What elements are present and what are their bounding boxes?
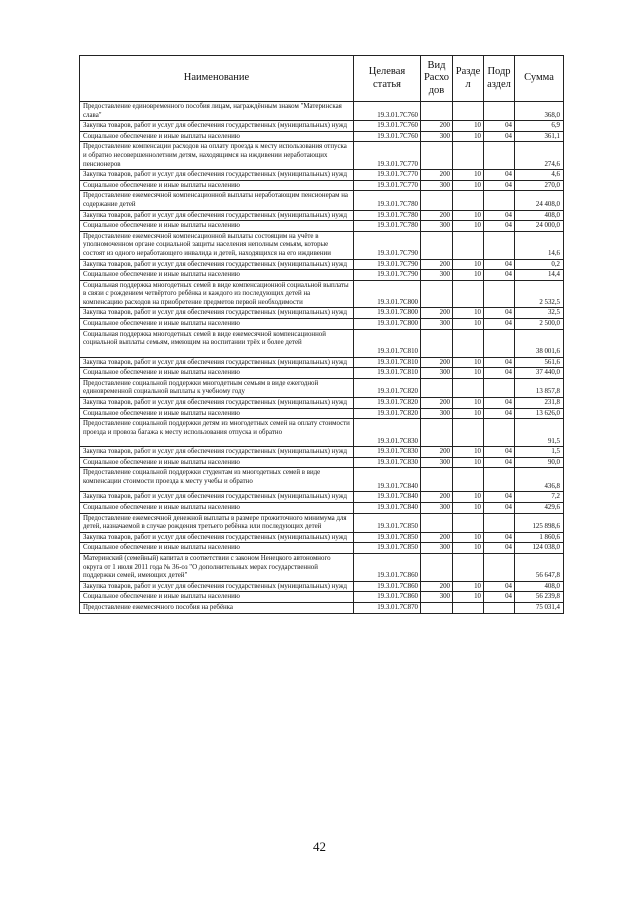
cell-name: Предоставление единовременного пособия лицам, награждённым знаком "Материнская слава" [80,102,354,121]
cell-expense-kind: 200 [421,447,453,458]
cell-target-article: 19.3.01.7С860 [354,581,421,592]
cell-expense-kind: 200 [421,121,453,132]
cell-section [453,191,484,210]
cell-expense-kind: 300 [421,408,453,419]
cell-section [453,419,484,447]
cell-sum: 32,5 [515,308,564,319]
cell-expense-kind: 200 [421,210,453,221]
table-row [80,419,564,447]
cell-subsection [484,329,515,357]
cell-expense-kind: 200 [421,170,453,181]
cell-name: Закупка товаров, работ и услуг для обеспечения государственных (муниципальных) нужд [80,121,354,132]
cell-expense-kind: 200 [421,581,453,592]
cell-section: 10 [453,180,484,191]
cell-expense-kind: 300 [421,180,453,191]
cell-subsection: 04 [484,581,515,592]
cell-subsection: 04 [484,308,515,319]
table-row [80,581,564,592]
cell-section [453,468,484,492]
cell-sum: 125 898,6 [515,513,564,532]
cell-subsection [484,553,515,581]
cell-section [453,378,484,397]
cell-target-article: 19.3.01.7С800 [354,308,421,319]
cell-expense-kind: 300 [421,457,453,468]
cell-subsection: 04 [484,503,515,514]
cell-target-article: 19.3.01.7С840 [354,503,421,514]
cell-expense-kind [421,142,453,170]
cell-name: Закупка товаров, работ и услуг для обеспечения государственных (муниципальных) нужд [80,398,354,409]
cell-expense-kind [421,280,453,308]
cell-expense-kind: 300 [421,131,453,142]
cell-name: Социальное обеспечение и иные выплаты населению [80,270,354,281]
cell-name: Предоставление компенсации расходов на оплату проезда к месту использования отпуска и обратно несовершеннолетним детям, находящимся на иждивении неработающих пенсионеров [80,142,354,170]
cell-subsection: 04 [484,543,515,554]
cell-sum: 6,9 [515,121,564,132]
cell-subsection: 04 [484,492,515,503]
cell-target-article: 19.3.01.7С830 [354,447,421,458]
cell-expense-kind [421,191,453,210]
cell-expense-kind: 200 [421,308,453,319]
table-row [80,131,564,142]
table-row [80,308,564,319]
cell-subsection: 04 [484,357,515,368]
table-row [80,191,564,210]
cell-name: Социальное обеспечение и иные выплаты населению [80,543,354,554]
table-row [80,457,564,468]
table-row [80,270,564,281]
cell-subsection: 04 [484,270,515,281]
cell-sum: 56 647,8 [515,553,564,581]
cell-sum: 0,2 [515,259,564,270]
cell-sum: 408,0 [515,581,564,592]
cell-expense-kind: 200 [421,532,453,543]
cell-subsection [484,280,515,308]
cell-sum: 270,0 [515,180,564,191]
cell-sum: 38 001,6 [515,329,564,357]
cell-section: 10 [453,368,484,379]
table-row [80,592,564,603]
cell-subsection: 04 [484,170,515,181]
cell-section [453,602,484,613]
cell-target-article: 19.3.01.7С850 [354,532,421,543]
cell-expense-kind: 300 [421,592,453,603]
cell-subsection [484,191,515,210]
cell-name: Предоставление социальной поддержки многодетным семьям в виде ежегодной единовременной социальной выплаты к учебному году [80,378,354,397]
cell-sum: 91,5 [515,419,564,447]
table-row [80,329,564,357]
cell-sum: 13 857,8 [515,378,564,397]
cell-expense-kind: 300 [421,319,453,330]
cell-name: Закупка товаров, работ и услуг для обеспечения государственных (муниципальных) нужд [80,532,354,543]
cell-name: Закупка товаров, работ и услуг для обеспечения государственных (муниципальных) нужд [80,308,354,319]
cell-section: 10 [453,357,484,368]
cell-section [453,231,484,259]
cell-sum: 2 532,5 [515,280,564,308]
cell-sum: 75 031,4 [515,602,564,613]
table-row [80,280,564,308]
cell-sum: 124 038,0 [515,543,564,554]
table-row [80,378,564,397]
cell-subsection [484,231,515,259]
cell-target-article: 19.3.01.7С850 [354,513,421,532]
cell-sum: 14,6 [515,231,564,259]
cell-subsection: 04 [484,457,515,468]
cell-subsection [484,102,515,121]
cell-name: Социальное обеспечение и иные выплаты населению [80,319,354,330]
table-row [80,532,564,543]
cell-section: 10 [453,121,484,132]
cell-target-article: 19.3.01.7С800 [354,280,421,308]
cell-expense-kind: 200 [421,492,453,503]
cell-target-article: 19.3.01.7С760 [354,131,421,142]
cell-name: Предоставление ежемесячной компенсационной выплаты неработающим пенсионерам на содержание детей [80,191,354,210]
cell-name: Закупка товаров, работ и услуг для обеспечения государственных (муниципальных) нужд [80,581,354,592]
cell-subsection: 04 [484,592,515,603]
cell-subsection: 04 [484,447,515,458]
cell-section: 10 [453,581,484,592]
cell-target-article: 19.3.01.7С820 [354,378,421,397]
table-row [80,492,564,503]
cell-subsection: 04 [484,532,515,543]
cell-target-article: 19.3.01.7С860 [354,592,421,603]
cell-target-article: 19.3.01.7С780 [354,221,421,232]
cell-subsection [484,419,515,447]
cell-target-article: 19.3.01.7С830 [354,419,421,447]
table-row [80,170,564,181]
table-row [80,468,564,492]
table-row [80,259,564,270]
cell-section [453,513,484,532]
cell-target-article: 19.3.01.7С790 [354,231,421,259]
cell-target-article: 19.3.01.7С810 [354,357,421,368]
cell-section: 10 [453,532,484,543]
cell-expense-kind: 200 [421,357,453,368]
cell-name: Предоставление социальной поддержки студентам из многодетных семей в виде компенсации стоимости проезда к месту учебы и обратно [80,468,354,492]
cell-target-article: 19.3.01.7С820 [354,408,421,419]
cell-target-article: 19.3.01.7С770 [354,142,421,170]
cell-name: Закупка товаров, работ и услуг для обеспечения государственных (муниципальных) нужд [80,357,354,368]
cell-target-article: 19.3.01.7С850 [354,543,421,554]
cell-target-article: 19.3.01.7С840 [354,468,421,492]
cell-target-article: 19.3.01.7С790 [354,259,421,270]
cell-name: Социальное обеспечение и иные выплаты населению [80,457,354,468]
cell-subsection: 04 [484,210,515,221]
header-subsection: Подр аздел [484,56,515,102]
cell-section: 10 [453,543,484,554]
cell-name: Социальное обеспечение и иные выплаты населению [80,408,354,419]
cell-sum: 429,6 [515,503,564,514]
cell-expense-kind [421,378,453,397]
cell-subsection [484,468,515,492]
cell-section [453,553,484,581]
table-row [80,553,564,581]
cell-name: Закупка товаров, работ и услуг для обеспечения государственных (муниципальных) нужд [80,259,354,270]
cell-target-article: 19.3.01.7С820 [354,398,421,409]
cell-section: 10 [453,592,484,603]
cell-target-article: 19.3.01.7С810 [354,368,421,379]
cell-target-article: 19.3.01.7С760 [354,121,421,132]
table-header-row [80,56,564,102]
cell-sum: 368,0 [515,102,564,121]
header-target-article: Целевая статья [354,56,421,102]
cell-section: 10 [453,131,484,142]
cell-subsection [484,602,515,613]
cell-name: Закупка товаров, работ и услуг для обеспечения государственных (муниципальных) нужд [80,210,354,221]
cell-expense-kind [421,553,453,581]
cell-sum: 1 860,6 [515,532,564,543]
cell-section: 10 [453,270,484,281]
table-row [80,142,564,170]
cell-subsection: 04 [484,368,515,379]
cell-expense-kind: 300 [421,221,453,232]
cell-section: 10 [453,408,484,419]
cell-name: Социальное обеспечение и иные выплаты населению [80,503,354,514]
cell-expense-kind [421,468,453,492]
cell-section: 10 [453,319,484,330]
cell-section: 10 [453,308,484,319]
cell-name: Предоставление ежемесячной компенсационной выплаты состоящим на учёте в уполномоченном органе социальной защиты населения неполным семьям, которые состоят из одного неработающего инвалида и детей, находящихся на его иждивении [80,231,354,259]
cell-section: 10 [453,210,484,221]
cell-name: Предоставление ежемесячной денежной выплаты в размере прожиточного минимума для детей, назначаемой в случае рождения третьего ребёнка или последующих детей [80,513,354,532]
cell-target-article: 19.3.01.7С870 [354,602,421,613]
cell-section: 10 [453,457,484,468]
cell-sum: 561,6 [515,357,564,368]
cell-sum: 7,2 [515,492,564,503]
budget-table [79,55,564,614]
cell-sum: 14,4 [515,270,564,281]
cell-expense-kind: 200 [421,259,453,270]
cell-subsection: 04 [484,221,515,232]
table-row [80,102,564,121]
cell-name: Материнский (семейный) капитал в соответствии с законом Ненецкого автономного округа от 1 июля 2011 года № 36-оз "О дополнительных мерах государственной поддержки семей, имеющих детей" [80,553,354,581]
table-row [80,447,564,458]
cell-sum: 37 440,0 [515,368,564,379]
cell-name: Социальное обеспечение и иные выплаты населению [80,180,354,191]
cell-name: Предоставление социальной поддержки детям из многодетных семей на оплату стоимости проезда и провоза багажа к месту использования отпуска и обратно [80,419,354,447]
cell-name: Социальное обеспечение и иные выплаты населению [80,221,354,232]
table-row [80,231,564,259]
cell-section [453,329,484,357]
cell-sum: 408,0 [515,210,564,221]
cell-name: Социальное обеспечение и иные выплаты населению [80,368,354,379]
cell-section: 10 [453,398,484,409]
cell-name: Закупка товаров, работ и услуг для обеспечения государственных (муниципальных) нужд [80,170,354,181]
cell-subsection: 04 [484,131,515,142]
cell-sum: 90,0 [515,457,564,468]
cell-target-article: 19.3.01.7С780 [354,191,421,210]
cell-sum: 24 000,0 [515,221,564,232]
cell-target-article: 19.3.01.7С860 [354,553,421,581]
cell-expense-kind: 300 [421,543,453,554]
cell-sum: 361,1 [515,131,564,142]
cell-section: 10 [453,221,484,232]
cell-section: 10 [453,259,484,270]
cell-sum: 274,6 [515,142,564,170]
cell-expense-kind [421,329,453,357]
cell-expense-kind: 300 [421,270,453,281]
cell-name: Социальное обеспечение и иные выплаты населению [80,592,354,603]
cell-subsection: 04 [484,180,515,191]
cell-name: Предоставление ежемесячного пособия на ребёнка [80,602,354,613]
table-row [80,602,564,613]
table-row [80,180,564,191]
cell-subsection [484,142,515,170]
cell-sum: 13 626,0 [515,408,564,419]
table-row [80,398,564,409]
cell-subsection: 04 [484,319,515,330]
cell-subsection [484,378,515,397]
cell-sum: 24 408,0 [515,191,564,210]
table-row [80,319,564,330]
cell-target-article: 19.3.01.7С800 [354,319,421,330]
table-row [80,221,564,232]
cell-name: Закупка товаров, работ и услуг для обеспечения государственных (муниципальных) нужд [80,492,354,503]
cell-name: Социальное обеспечение и иные выплаты населению [80,131,354,142]
cell-sum: 4,6 [515,170,564,181]
cell-expense-kind [421,513,453,532]
cell-target-article: 19.3.01.7С830 [354,457,421,468]
cell-target-article: 19.3.01.7С770 [354,170,421,181]
cell-expense-kind [421,231,453,259]
cell-section: 10 [453,492,484,503]
table-row [80,503,564,514]
cell-expense-kind: 300 [421,503,453,514]
cell-section: 10 [453,170,484,181]
header-name: Наименование [80,56,354,102]
table-row [80,513,564,532]
cell-expense-kind: 200 [421,398,453,409]
cell-section: 10 [453,503,484,514]
cell-subsection: 04 [484,408,515,419]
cell-section [453,280,484,308]
page-number: 42 [313,839,326,854]
cell-sum: 56 239,8 [515,592,564,603]
table-row [80,368,564,379]
cell-sum: 436,8 [515,468,564,492]
cell-expense-kind: 300 [421,368,453,379]
cell-target-article: 19.3.01.7С810 [354,329,421,357]
table-row [80,543,564,554]
cell-target-article: 19.3.01.7С760 [354,102,421,121]
cell-name: Закупка товаров, работ и услуг для обеспечения государственных (муниципальных) нужд [80,447,354,458]
cell-target-article: 19.3.01.7С840 [354,492,421,503]
cell-expense-kind [421,102,453,121]
cell-target-article: 19.3.01.7С790 [354,270,421,281]
cell-section [453,102,484,121]
cell-target-article: 19.3.01.7С780 [354,210,421,221]
table-row [80,408,564,419]
cell-sum: 1,5 [515,447,564,458]
table-row [80,210,564,221]
cell-name: Социальная поддержка многодетных семей в виде ежемесячной компенсационной социальной выплаты семьям, имеющим на воспитании трёх и более детей [80,329,354,357]
cell-section [453,142,484,170]
cell-sum: 2 500,0 [515,319,564,330]
cell-subsection: 04 [484,398,515,409]
header-expense-kind: Вид Расхо дов [421,56,453,102]
table-row [80,121,564,132]
table-row [80,357,564,368]
cell-subsection: 04 [484,121,515,132]
cell-expense-kind [421,419,453,447]
cell-name: Социальная поддержка многодетных семей в виде компенсационной социальной выплаты в связи с рождением четвёртого ребёнка и каждого из последующих детей на компенсацию расходов на приобретение предметов первой необходимости [80,280,354,308]
cell-target-article: 19.3.01.7С770 [354,180,421,191]
cell-expense-kind [421,602,453,613]
cell-section: 10 [453,447,484,458]
cell-subsection [484,513,515,532]
cell-sum: 231,8 [515,398,564,409]
header-section: Разде л [453,56,484,102]
cell-subsection: 04 [484,259,515,270]
header-sum: Сумма [515,56,564,102]
